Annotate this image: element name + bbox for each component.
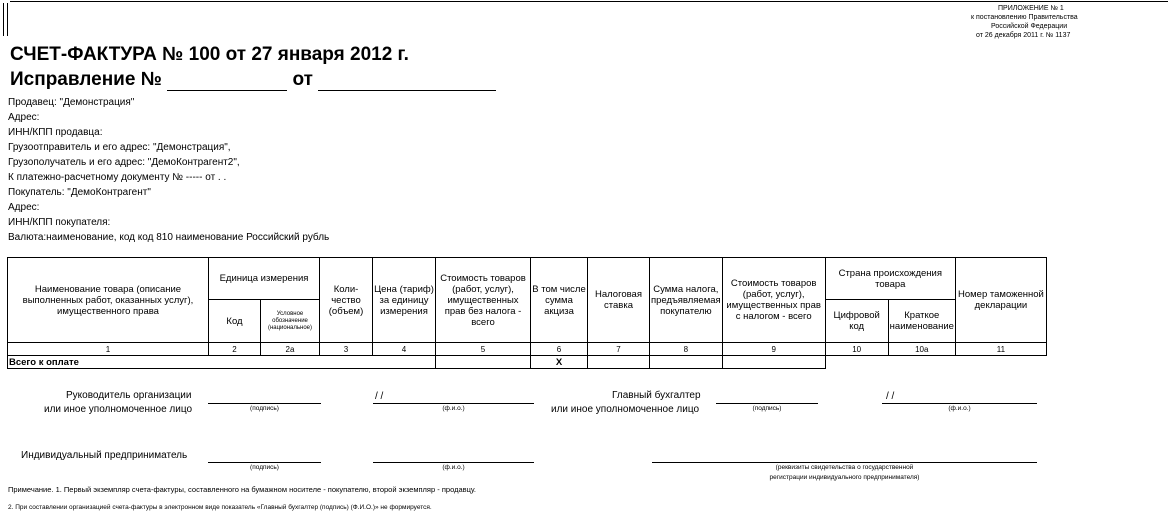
- col-header-tax-sum: Сумма налога, предъявляемая покупателю: [650, 258, 723, 343]
- col-number: 10а: [888, 343, 955, 356]
- head-label-line1: Руководитель организации: [66, 390, 192, 401]
- seller-inn: ИНН/КПП продавца:: [8, 127, 103, 138]
- head-label-line2: или иное уполномоченное лицо: [44, 404, 193, 415]
- correction-line: [10, 69, 496, 91]
- buyer-inn: ИНН/КПП покупателя:: [8, 217, 111, 228]
- col-number: 4: [373, 343, 436, 356]
- col-header-country-code: Цифровой код: [825, 300, 888, 343]
- shipper: Грузоотправитель и его адрес: "Демонстрация",: [8, 142, 231, 153]
- total-rate: [588, 356, 650, 369]
- buyer: Покупатель: "ДемоКонтрагент": [8, 187, 151, 198]
- entrepreneur-fio-caption: (ф.и.о.): [442, 464, 465, 471]
- currency: Валюта:наименование, код код 810 наименование Российский рубль: [8, 232, 330, 243]
- col-header-excise: В том числе сумма акциза: [531, 258, 588, 343]
- registration-caption-line2: регистрации индивидуального предпринимателя): [769, 474, 920, 481]
- col-number: 2: [209, 343, 261, 356]
- accountant-fio-slashes: / /: [886, 391, 895, 402]
- head-signature-line: [208, 403, 321, 404]
- accountant-fio-caption: (ф.и.о.): [948, 405, 971, 412]
- col-header-tax-rate: Налоговая ставка: [588, 258, 650, 343]
- registration-caption-line1: (реквизиты свидетельства о государственной: [775, 464, 914, 471]
- total-excise: X: [531, 356, 588, 369]
- col-number: 10: [825, 343, 888, 356]
- total-label: Всего к оплате: [8, 356, 436, 369]
- invoice-details: [8, 95, 329, 245]
- invoice-table: [7, 257, 1047, 369]
- col-number: 7: [588, 343, 650, 356]
- accountant-fio-line: [882, 403, 1037, 404]
- accountant-label-line1: Главный бухгалтер: [612, 390, 701, 401]
- col-number: 2а: [261, 343, 320, 356]
- total-cost-no-tax: [436, 356, 531, 369]
- accountant-label-line2: или иное уполномоченное лицо: [551, 404, 700, 415]
- col-number: 3: [320, 343, 373, 356]
- appendix-reference: [928, 4, 1168, 40]
- col-number: 8: [650, 343, 723, 356]
- accountant-signature-line: [716, 403, 818, 404]
- total-cost-with-tax: [722, 356, 825, 369]
- total-row: [8, 356, 1047, 369]
- entrepreneur-signature-caption: (подпись): [250, 464, 279, 471]
- column-numbers-row: [8, 343, 1047, 356]
- entrepreneur-signature-line: [208, 462, 321, 463]
- invoice-title: СЧЕТ-ФАКТУРА № 100 от 27 января 2012 г.: [10, 44, 409, 65]
- head-fio-line: [373, 403, 534, 404]
- consignee: Грузополучатель и его адрес: "ДемоКонтрагент2",: [8, 157, 240, 168]
- total-tax-sum: [650, 356, 723, 369]
- buyer-address: Адрес:: [8, 202, 40, 213]
- col-header-name: Наименование товара (описание выполненных работ, оказанных услуг), имущественного права: [8, 258, 209, 343]
- seller: Продавец: "Демонстрация": [8, 97, 135, 108]
- col-header-cost-with-tax: Стоимость товаров (работ, услуг), имущественных прав с налогом - всего: [722, 258, 825, 343]
- entrepreneur-fio-line: [373, 462, 534, 463]
- appendix-line4: от 26 декабря 2011 г. № 1137: [976, 32, 1071, 39]
- col-header-unit: Единица измерения: [209, 258, 320, 300]
- col-header-unit-symbol: Условное обозначение (национальное): [261, 300, 320, 343]
- note-1: Примечание. 1. Первый экземпляр счета-фактуры, составленного на бумажном носителе - покупателю, второй экземпляр - продавцу.: [8, 485, 476, 494]
- correction-label: Исправление №: [10, 69, 162, 90]
- col-number: 11: [955, 343, 1046, 356]
- head-fio-caption: (ф.и.о.): [442, 405, 465, 412]
- col-number: 9: [722, 343, 825, 356]
- col-header-unit-code: Код: [209, 300, 261, 343]
- total-empty: [825, 356, 1046, 369]
- entrepreneur-label: Индивидуальный предприниматель: [21, 450, 188, 461]
- col-header-country: Страна происхождения товара: [825, 258, 955, 300]
- col-header-price: Цена (тариф) за единицу измерения: [373, 258, 436, 343]
- note-2: 2. При составлении организацией счета-фактуры в электронном виде показатель «Главный бухгалтер (подпись) (Ф.И.О.)» не формируется.: [8, 504, 432, 511]
- col-header-customs: Номер таможенной декларации: [955, 258, 1046, 343]
- top-border-line: [10, 1, 1168, 2]
- appendix-line2: к постановлению Правительства: [971, 14, 1078, 21]
- col-number: 5: [436, 343, 531, 356]
- payment-document: К платежно-расчетному документу № ----- от . .: [8, 172, 227, 183]
- appendix-line1: ПРИЛОЖЕНИЕ № 1: [998, 5, 1064, 12]
- correction-number-blank: [167, 72, 287, 91]
- appendix-line3: Российской Федерации: [991, 23, 1068, 30]
- col-number: 1: [8, 343, 209, 356]
- correction-from-label: от: [292, 69, 313, 90]
- col-number: 6: [531, 343, 588, 356]
- col-header-quantity: Коли-чество (объем): [320, 258, 373, 343]
- col-header-cost-no-tax: Стоимость товаров (работ, услуг), имущественных прав без налога - всего: [436, 258, 531, 343]
- seller-address: Адрес:: [8, 112, 40, 123]
- head-signature-caption: (подпись): [250, 405, 279, 412]
- accountant-signature-caption: (подпись): [752, 405, 782, 412]
- correction-date-blank: [318, 72, 496, 91]
- registration-line: [652, 462, 1037, 463]
- cursor-marker: [3, 3, 8, 36]
- col-header-country-name: Краткое наименование: [888, 300, 955, 343]
- head-fio-slashes: / /: [375, 391, 384, 402]
